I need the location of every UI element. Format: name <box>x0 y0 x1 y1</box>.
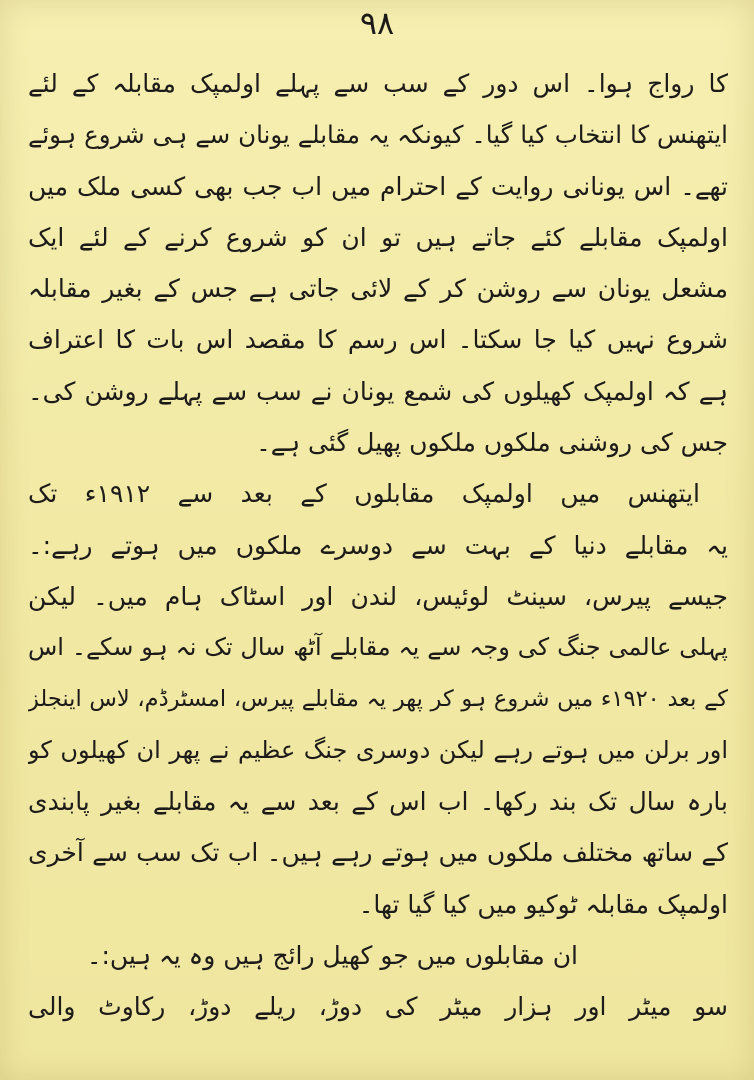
text-line-7: ہے کہ اولمپک کھیلوں کی شمع یونان نے سب سے پہلے روشن کی۔ <box>28 376 728 406</box>
text-line-19: سو میٹر اور ہزار میٹر کی دوڑ، ریلے دوڑ، رکاوٹ والی <box>28 992 728 1022</box>
text-line-10: یہ مقابلے دنیا کے بہت سے دوسرے ملکوں میں ہوتے رہے:۔ <box>28 530 728 560</box>
text-line-8: جس کی روشنی ملکوں ملکوں پھیل گئی ہے۔ <box>256 428 728 458</box>
page-body-text <box>28 58 728 1033</box>
text-line-13: کے بعد ۱۹۲۰ء میں شروع ہو کر پھر یہ مقابلے پیرس، امسٹرڈم، لاس اینجلز <box>28 685 728 712</box>
text-line-17: اولمپک مقابلہ ٹوکیو میں کیا گیا تھا۔ <box>358 889 728 919</box>
text-line-2: ایتھنس کا انتخاب کیا گیا۔ کیونکہ یہ مقابلے یونان سے ہی شروع ہوئے <box>28 120 728 150</box>
text-line-5: مشعل یونان سے روشن کر کے لائی جاتی ہے جس کے بغیر مقابلہ <box>28 274 728 304</box>
text-line-9: ایتھنس میں اولمپک مقابلوں کے بعد سے ۱۹۱۲ء تک <box>28 479 700 509</box>
text-line-4: اولمپک مقابلے کئے جاتے ہیں تو ان کو شروع کرنے کے لئے ایک <box>28 222 728 252</box>
text-line-1: کا رواج ہوا۔ اس دور کے سب سے پہلے اولمپک مقابلہ کے لئے <box>28 69 728 98</box>
text-line-3: تھے۔ اس یونانی روایت کے احترام میں اب جب بھی کسی ملک میں <box>28 171 728 201</box>
text-line-14: اور برلن میں ہوتے رہے لیکن دوسری جنگ عظیم نے پھر ان کھیلوں کو <box>28 735 728 764</box>
text-line-6: شروع نہیں کیا جا سکتا۔ اس رسم کا مقصد اس بات کا اعتراف <box>28 325 728 355</box>
page-number: ۹۸ <box>359 4 395 42</box>
text-line-11: جیسے پیرس، سینٹ لوئیس، لندن اور اسٹاک ہام میں۔ لیکن <box>28 581 728 611</box>
text-line-16: کے ساتھ مختلف ملکوں میں ہوتے رہے ہیں۔ اب تک سب سے آخری <box>28 838 728 868</box>
text-line-12: پہلی عالمی جنگ کی وجہ سے یہ مقابلے آٹھ سال تک نہ ہو سکے۔ اس <box>28 633 728 662</box>
text-line-18: ان مقابلوں میں جو کھیل رائج ہیں وہ یہ ہیں:۔ <box>86 941 578 971</box>
text-line-15: بارہ سال تک بند رکھا۔ اب اس کے بعد سے یہ مقابلے بغیر پابندی <box>28 787 728 817</box>
